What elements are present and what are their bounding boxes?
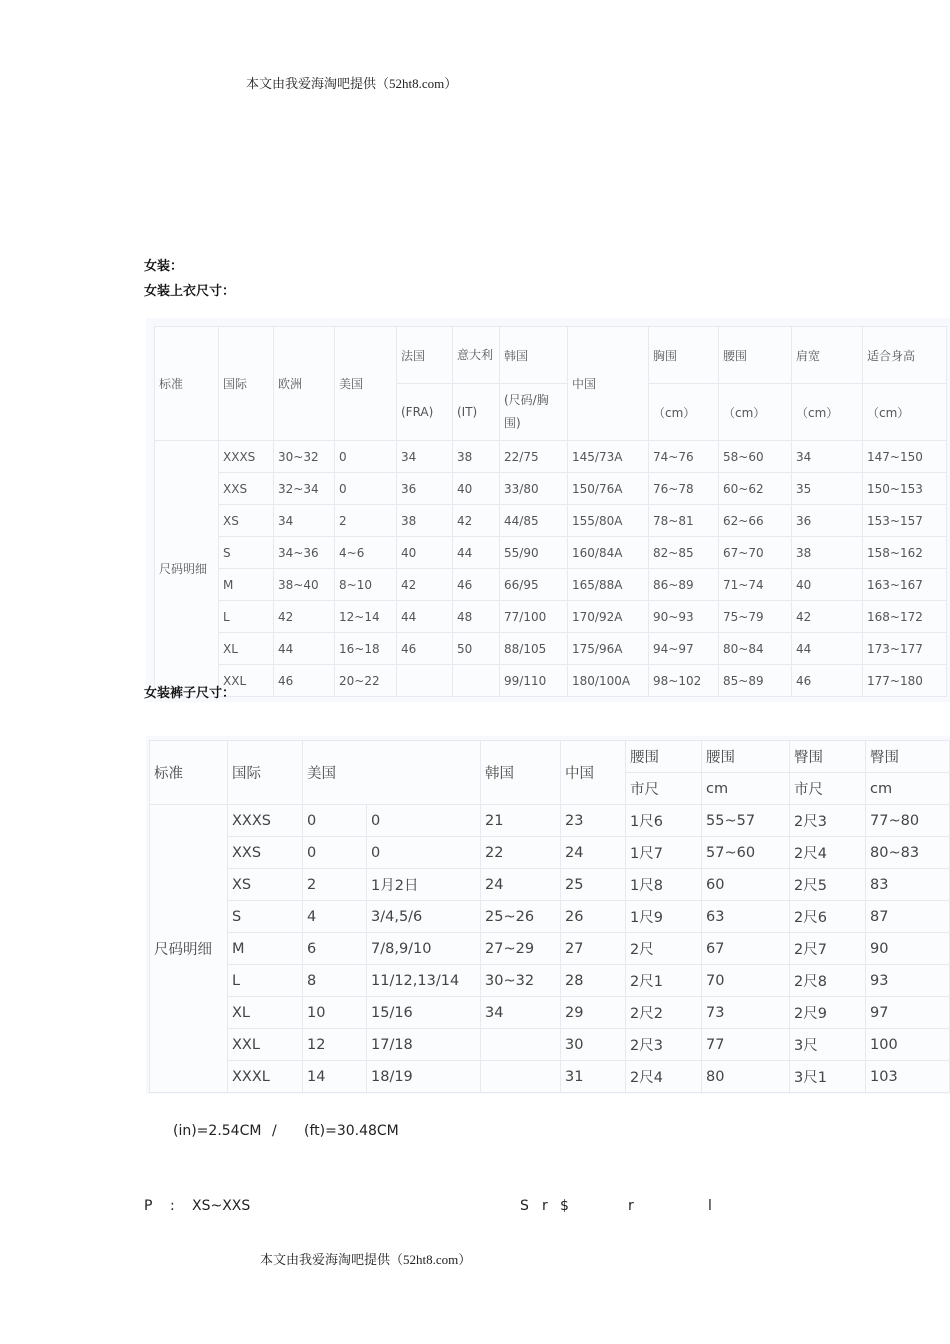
table-row [155, 473, 947, 505]
table-cell: L [228, 965, 303, 997]
table-cell: 58~60 [719, 441, 792, 473]
table-cell: 2 [303, 869, 367, 901]
table-row [155, 633, 947, 665]
table-cell: 2尺5 [790, 869, 866, 901]
header-shoulder: 肩宽 [792, 327, 863, 384]
table-cell: 90 [866, 933, 950, 965]
header-bust: 胸围 [649, 327, 719, 384]
table-cell: 25~26 [481, 901, 561, 933]
table-cell: 80 [702, 1061, 790, 1093]
bottom-range: XS~XXS [192, 1198, 251, 1214]
table-cell: XS [228, 869, 303, 901]
unit-note-separator: / [272, 1123, 277, 1139]
heading-tops: 女装上衣尺寸： [144, 284, 236, 299]
table-cell: 2尺4 [626, 1061, 702, 1093]
table-cell: 42 [274, 601, 335, 633]
table-cell: 34 [274, 505, 335, 537]
table-cell: 24 [561, 837, 626, 869]
table-cell: 17/18 [367, 1029, 481, 1061]
bottom-l: l [708, 1198, 712, 1214]
table-cell: 88/105 [500, 633, 568, 665]
table-row [150, 1061, 950, 1093]
table-cell: 1尺8 [626, 869, 702, 901]
table-cell: 7/8,9/10 [367, 933, 481, 965]
header-fr: 法国 [397, 327, 453, 384]
table-row [155, 505, 947, 537]
pants-header-waist2: 腰围 [702, 741, 790, 773]
table-cell: 10 [303, 997, 367, 1029]
table-cell: 30 [561, 1029, 626, 1061]
table-cell: 24 [481, 869, 561, 901]
footer-text: 本文由我爱海淘吧提供（52ht8.com） [260, 1252, 472, 1267]
table-cell: 29 [561, 997, 626, 1029]
table-cell: 44/85 [500, 505, 568, 537]
table-cell: XL [219, 633, 274, 665]
table-row [150, 901, 950, 933]
table-cell: 2尺9 [790, 997, 866, 1029]
table-cell: 77~80 [866, 805, 950, 837]
table-cell: 180/100A [568, 665, 649, 697]
pants-header-std: 标准 [150, 741, 228, 805]
table-cell: 0 [303, 837, 367, 869]
pants-size-table [149, 740, 950, 1093]
table-cell: 2尺8 [790, 965, 866, 997]
table-cell: 145/73A [568, 441, 649, 473]
pants-header-hip2: 臀围 [866, 741, 950, 773]
bottom-colon: : [170, 1198, 175, 1214]
bottom-p: P [144, 1198, 153, 1214]
size-detail-label: 尺码明细 [155, 441, 219, 697]
table-cell: 177~180 [863, 665, 947, 697]
table-cell: 175/96A [568, 633, 649, 665]
table-cell: 8 [303, 965, 367, 997]
table-cell: S [228, 901, 303, 933]
table-cell: 1尺6 [626, 805, 702, 837]
table-cell: XXXS [228, 805, 303, 837]
table-cell: 18/19 [367, 1061, 481, 1093]
table-row [155, 537, 947, 569]
unit-note-foot: (ft)=30.48CM [304, 1123, 399, 1139]
table-cell: 3尺 [790, 1029, 866, 1061]
table-cell: 80~83 [866, 837, 950, 869]
bottom-r1: r [542, 1198, 548, 1214]
pants-header-hip1-unit: 市尺 [790, 773, 866, 805]
table-cell: 1尺7 [626, 837, 702, 869]
table-row [150, 933, 950, 965]
pants-header-kr: 韩国 [481, 741, 561, 805]
table-cell: 42 [397, 569, 453, 601]
pants-header-cn: 中国 [561, 741, 626, 805]
table-cell: 48 [453, 601, 500, 633]
table-cell: 46 [453, 569, 500, 601]
table-cell: 86~89 [649, 569, 719, 601]
table-cell: 67~70 [719, 537, 792, 569]
table-row [150, 1029, 950, 1061]
table-cell: 74~76 [649, 441, 719, 473]
table-cell: 32~34 [274, 473, 335, 505]
table-cell: 3/4,5/6 [367, 901, 481, 933]
table-cell: 0 [367, 805, 481, 837]
header-cn: 中国 [568, 327, 649, 441]
table-cell: 77 [702, 1029, 790, 1061]
table-cell: L [219, 601, 274, 633]
header-waist: 腰围 [719, 327, 792, 384]
table-cell: 2尺1 [626, 965, 702, 997]
table-cell: 44 [274, 633, 335, 665]
table-cell: 50 [453, 633, 500, 665]
table-cell: 147~150 [863, 441, 947, 473]
table-cell: 25 [561, 869, 626, 901]
table-cell: 60~62 [719, 473, 792, 505]
table-cell: XXL [228, 1029, 303, 1061]
table-cell: 27~29 [481, 933, 561, 965]
table-row [150, 869, 950, 901]
table-cell: 63 [702, 901, 790, 933]
table-cell: 2尺4 [790, 837, 866, 869]
table-cell: 46 [792, 665, 863, 697]
table-cell: 38 [397, 505, 453, 537]
table-cell: 4 [303, 901, 367, 933]
table-cell: 2尺3 [626, 1029, 702, 1061]
table-cell: 170/92A [568, 601, 649, 633]
table-cell: 155/80A [568, 505, 649, 537]
table-cell: 2尺2 [626, 997, 702, 1029]
table-cell: 46 [274, 665, 335, 697]
header-us: 美国 [335, 327, 397, 441]
table-cell: 90~93 [649, 601, 719, 633]
table-cell: 94~97 [649, 633, 719, 665]
table-cell: 36 [792, 505, 863, 537]
bottom-dollar: $ [560, 1198, 569, 1214]
table-cell: 42 [453, 505, 500, 537]
table-cell: 98~102 [649, 665, 719, 697]
table-cell: 173~177 [863, 633, 947, 665]
table-cell: 103 [866, 1061, 950, 1093]
header-kr-sub: (尺码/胸围) [500, 384, 568, 441]
pants-header-waist1-unit: 市尺 [626, 773, 702, 805]
table-cell: 4~6 [335, 537, 397, 569]
table-cell: 2尺7 [790, 933, 866, 965]
table-cell: 2 [335, 505, 397, 537]
table-cell: 77/100 [500, 601, 568, 633]
table-cell: M [228, 933, 303, 965]
header-it: 意大利 [453, 327, 500, 384]
table-cell: XXS [228, 837, 303, 869]
table-cell: 66/95 [500, 569, 568, 601]
header-height: 适合身高 [863, 327, 947, 384]
table-cell: 22 [481, 837, 561, 869]
pants-header-us: 美国 [303, 741, 481, 805]
table-cell: 6 [303, 933, 367, 965]
table-cell: XXXL [228, 1061, 303, 1093]
table-row [150, 997, 950, 1029]
table-cell: 44 [792, 633, 863, 665]
table-cell: 0 [335, 473, 397, 505]
table-cell: 22/75 [500, 441, 568, 473]
table-cell: 38~40 [274, 569, 335, 601]
table-cell: M [219, 569, 274, 601]
table-cell: 38 [453, 441, 500, 473]
table-cell: 11/12,13/14 [367, 965, 481, 997]
pants-header-hip2-unit: cm [866, 773, 950, 805]
table-row [155, 665, 947, 697]
table-cell: 80~84 [719, 633, 792, 665]
table-cell: 26 [561, 901, 626, 933]
header-text: 本文由我爱海淘吧提供（52ht8.com） [246, 76, 458, 91]
table-cell: 30~32 [481, 965, 561, 997]
table-cell: XS [219, 505, 274, 537]
pants-header-hip1: 臀围 [790, 741, 866, 773]
table-cell: S [219, 537, 274, 569]
table-cell: 44 [453, 537, 500, 569]
table-row [150, 805, 950, 837]
table-cell: 73 [702, 997, 790, 1029]
header-std: 标准 [155, 327, 219, 441]
table-row [150, 965, 950, 997]
header-it-sub: (IT) [453, 384, 500, 441]
table-cell: 0 [303, 805, 367, 837]
table-cell: 70 [702, 965, 790, 997]
table-cell: 34 [792, 441, 863, 473]
header-height-unit: （cm） [863, 384, 947, 441]
table-cell: 0 [367, 837, 481, 869]
table-cell: 62~66 [719, 505, 792, 537]
table-cell: 87 [866, 901, 950, 933]
pants-header-intl: 国际 [228, 741, 303, 805]
table-cell: 97 [866, 997, 950, 1029]
table-cell: 12~14 [335, 601, 397, 633]
table-cell: 28 [561, 965, 626, 997]
header-shoulder-unit: （cm） [792, 384, 863, 441]
table-cell: 71~74 [719, 569, 792, 601]
pants-header-waist2-unit: cm [702, 773, 790, 805]
size-detail-label: 尺码明细 [150, 805, 228, 1093]
table-cell [481, 1061, 561, 1093]
table-cell: 160/84A [568, 537, 649, 569]
table-cell: 158~162 [863, 537, 947, 569]
table-cell: 46 [397, 633, 453, 665]
table-cell: 34~36 [274, 537, 335, 569]
table-cell: 99/110 [500, 665, 568, 697]
table-cell: 35 [792, 473, 863, 505]
table-cell: 27 [561, 933, 626, 965]
table-cell: 55/90 [500, 537, 568, 569]
table-cell: 34 [481, 997, 561, 1029]
table-cell [453, 665, 500, 697]
table-cell: 2尺3 [790, 805, 866, 837]
table-cell: 15/16 [367, 997, 481, 1029]
table-cell: 83 [866, 869, 950, 901]
pants-header-waist1: 腰围 [626, 741, 702, 773]
table-cell: 3尺1 [790, 1061, 866, 1093]
table-cell: XXL [219, 665, 274, 697]
table-cell: 82~85 [649, 537, 719, 569]
table-cell: 78~81 [649, 505, 719, 537]
table-cell: 60 [702, 869, 790, 901]
heading-women: 女装： [144, 259, 184, 274]
table-cell: XXXS [219, 441, 274, 473]
table-row [155, 441, 947, 473]
table-cell: XL [228, 997, 303, 1029]
table-cell: 75~79 [719, 601, 792, 633]
table-cell [397, 665, 453, 697]
table-cell: 36 [397, 473, 453, 505]
table-row [155, 569, 947, 601]
header-kr: 韩国 [500, 327, 568, 384]
table-cell: 150~153 [863, 473, 947, 505]
table-cell: 100 [866, 1029, 950, 1061]
tops-size-table [154, 326, 947, 697]
table-cell: 16~18 [335, 633, 397, 665]
table-cell: 1月2日 [367, 869, 481, 901]
table-cell: 8~10 [335, 569, 397, 601]
table-cell: 93 [866, 965, 950, 997]
table-cell: 163~167 [863, 569, 947, 601]
table-cell: 85~89 [719, 665, 792, 697]
table-cell: 20~22 [335, 665, 397, 697]
table-cell: 0 [335, 441, 397, 473]
table-cell: 1尺9 [626, 901, 702, 933]
header-waist-unit: （cm） [719, 384, 792, 441]
table-cell: 23 [561, 805, 626, 837]
table-cell: 2尺6 [790, 901, 866, 933]
table-cell: 42 [792, 601, 863, 633]
table-cell: 55~57 [702, 805, 790, 837]
table-cell: 38 [792, 537, 863, 569]
table-cell: 2尺 [626, 933, 702, 965]
heading-pants: 女装裤子尺寸： [144, 686, 236, 701]
table-row [150, 837, 950, 869]
table-cell: 67 [702, 933, 790, 965]
table-cell: 14 [303, 1061, 367, 1093]
header-fr-sub: (FRA) [397, 384, 453, 441]
table-cell: 165/88A [568, 569, 649, 601]
table-cell: 168~172 [863, 601, 947, 633]
table-cell: 40 [792, 569, 863, 601]
table-cell: 153~157 [863, 505, 947, 537]
bottom-r2: r [628, 1198, 634, 1214]
bottom-s: S [520, 1198, 529, 1214]
table-cell: 30~32 [274, 441, 335, 473]
table-cell: 44 [397, 601, 453, 633]
header-eu: 欧洲 [274, 327, 335, 441]
table-cell: 57~60 [702, 837, 790, 869]
table-cell: 31 [561, 1061, 626, 1093]
table-cell: 40 [453, 473, 500, 505]
table-cell: 76~78 [649, 473, 719, 505]
table-row [155, 601, 947, 633]
table-cell: 12 [303, 1029, 367, 1061]
table-cell: 33/80 [500, 473, 568, 505]
header-intl: 国际 [219, 327, 274, 441]
table-cell: 21 [481, 805, 561, 837]
unit-note-inch: (in)=2.54CM [173, 1123, 262, 1139]
table-cell: XXS [219, 473, 274, 505]
table-cell: 40 [397, 537, 453, 569]
table-cell: 34 [397, 441, 453, 473]
table-cell [481, 1029, 561, 1061]
table-cell: 150/76A [568, 473, 649, 505]
header-bust-unit: （cm） [649, 384, 719, 441]
